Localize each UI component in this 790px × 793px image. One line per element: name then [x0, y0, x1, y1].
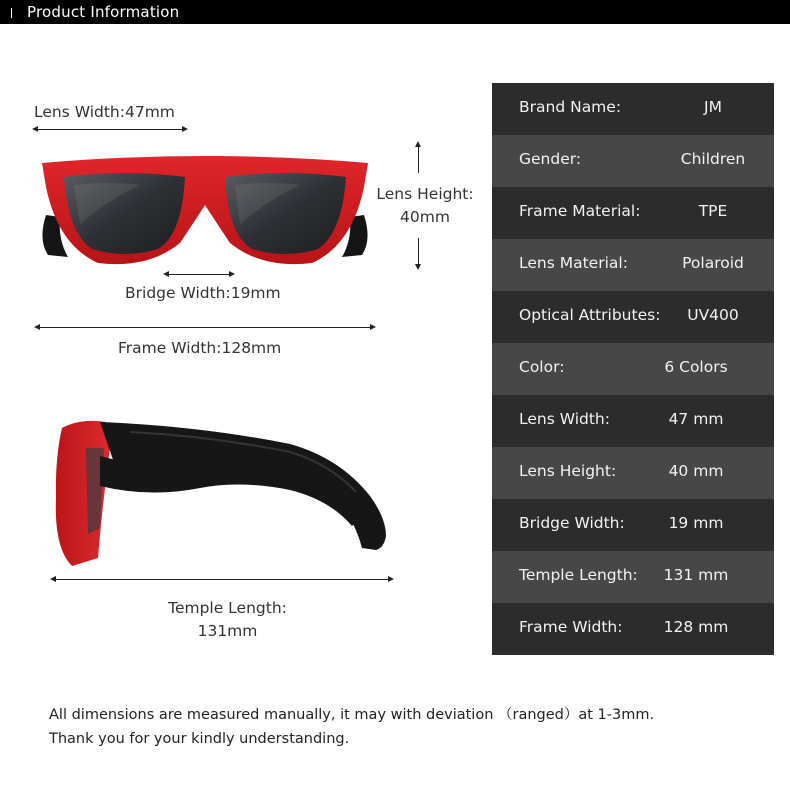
note-line-2: Thank you for your kindly understanding.: [49, 731, 350, 747]
spec-value: TPE: [698, 202, 728, 220]
spec-label: Brand Name:: [519, 98, 622, 116]
bridge-width-label: Bridge Width:19mm: [125, 284, 281, 302]
lens-width-arrow-right: [182, 126, 188, 132]
spec-value: 131 mm: [663, 566, 729, 584]
bridge-width-arrow-left: [163, 271, 169, 277]
spec-value: Polaroid: [682, 254, 744, 272]
spec-row-lens-width: [492, 395, 774, 447]
lens-height-label: [370, 183, 480, 229]
spec-value: 19 mm: [668, 514, 724, 532]
bridge-width-arrow-right: [229, 271, 235, 277]
header-bar: [0, 0, 790, 24]
spec-label: Lens Material:: [519, 254, 628, 272]
spec-row-frame-material: [492, 187, 774, 239]
spec-row-bridge-width: [492, 499, 774, 551]
lens-height-label-line1: Lens Height:: [376, 185, 474, 203]
spec-table: [492, 83, 774, 655]
spec-label: Lens Height:: [519, 462, 617, 480]
spec-value: UV400: [687, 306, 739, 324]
frame-width-label: Frame Width:128mm: [118, 339, 282, 357]
spec-row-lens-material: [492, 239, 774, 291]
spec-label: Frame Width:: [519, 618, 623, 636]
spec-label: Lens Width:: [519, 410, 610, 428]
spec-row-frame-width: [492, 603, 774, 655]
spec-row-optical-attributes: [492, 291, 774, 343]
spec-value: 40 mm: [668, 462, 724, 480]
spec-label: Gender:: [519, 150, 582, 168]
spec-label: Temple Length:: [519, 566, 638, 584]
temple-length-label: [150, 597, 305, 643]
spec-value: 128 mm: [663, 618, 729, 636]
spec-label: Frame Material:: [519, 202, 641, 220]
page-title: Product Information: [27, 3, 180, 21]
lens-height-label-line2: 40mm: [400, 208, 450, 226]
lens-width-label: Lens Width:47mm: [34, 103, 175, 121]
spec-row-temple-length: [492, 551, 774, 603]
lens-height-arrow-down: [415, 264, 421, 270]
spec-row-color: [492, 343, 774, 395]
spec-row-lens-height: [492, 447, 774, 499]
temple-length-label-line1: Temple Length:: [168, 599, 287, 617]
spec-value: Children: [680, 150, 746, 168]
frame-width-line: [38, 327, 372, 328]
sunglasses-side-image: [40, 408, 400, 573]
spec-row-brand: [492, 83, 774, 135]
lens-width-arrow-left: [32, 126, 38, 132]
spec-label: Color:: [519, 358, 565, 376]
spec-label: Optical Attributes:: [519, 306, 661, 324]
lens-height-line-bottom: [418, 238, 419, 266]
header-marker: [11, 8, 12, 18]
spec-value: JM: [704, 98, 722, 116]
lens-width-line: [36, 129, 184, 130]
frame-width-arrow-left: [34, 324, 40, 330]
spec-row-gender: [492, 135, 774, 187]
lens-height-arrow-up: [415, 141, 421, 147]
spec-value: 47 mm: [668, 410, 724, 428]
spec-value: 6 Colors: [664, 358, 728, 376]
spec-label: Bridge Width:: [519, 514, 625, 532]
temple-length-line: [54, 579, 390, 580]
lens-height-line-top: [418, 145, 419, 173]
sunglasses-front-image: [30, 145, 380, 275]
note-line-1: All dimensions are measured manually, it may with deviation （ranged）at 1-3mm.: [49, 707, 655, 723]
bridge-width-line: [167, 274, 231, 275]
temple-length-arrow-left: [50, 576, 56, 582]
frame-width-arrow-right: [370, 324, 376, 330]
temple-length-arrow-right: [388, 576, 394, 582]
temple-length-label-line2: 131mm: [197, 622, 258, 640]
